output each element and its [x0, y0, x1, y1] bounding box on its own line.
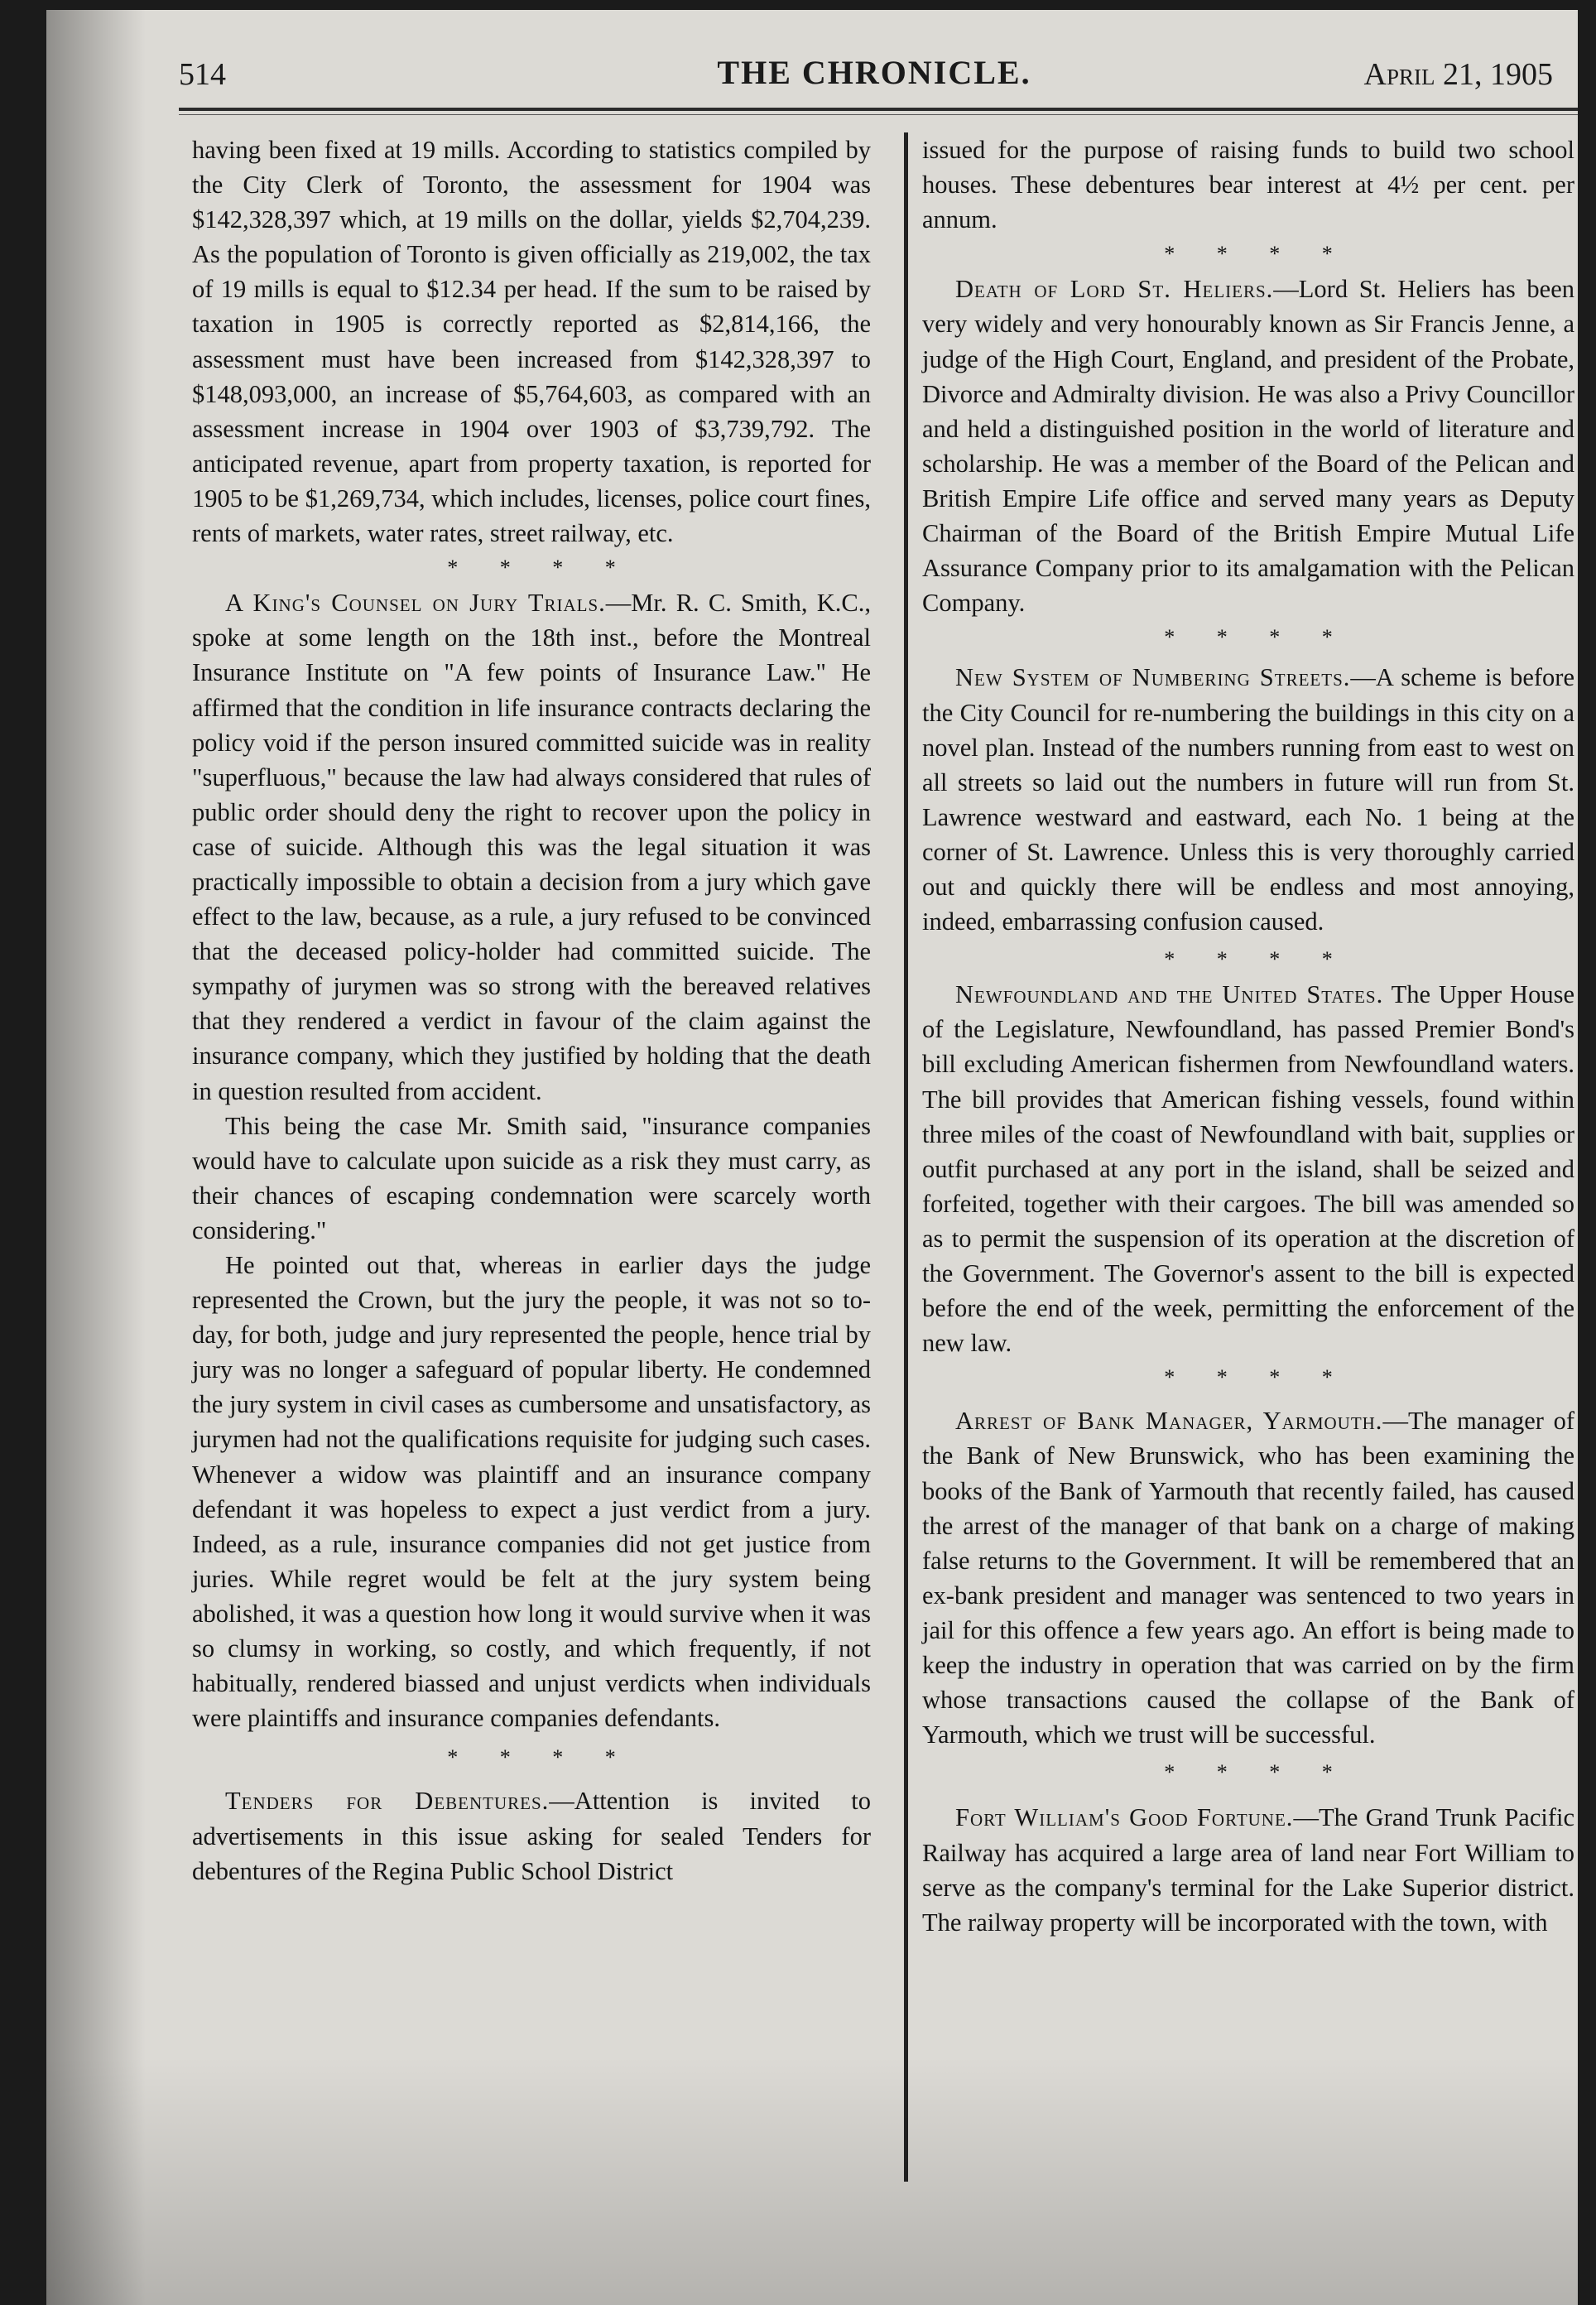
article-kings-counsel: [192, 585, 871, 1735]
article-body: [192, 1783, 871, 1888]
article-bank-arrest: [922, 1403, 1574, 1752]
article-heading: Death of Lord St. Heliers.: [955, 275, 1274, 304]
page-number: 514: [179, 57, 226, 92]
article-heading: Newfoundland and the United States.: [955, 980, 1384, 1009]
article-heading: Fort William's Good Fortune.: [955, 1803, 1294, 1832]
article-st-heliers: [922, 272, 1574, 620]
article-body: [192, 585, 871, 1108]
publication-title: THE CHRONICLE.: [717, 54, 1031, 91]
section-separator: * * * *: [1164, 242, 1351, 267]
article-body: [922, 1403, 1574, 1752]
left-column: [192, 132, 871, 1889]
section-separator: * * * *: [1164, 947, 1351, 972]
issue-date: April 21, 1905: [1363, 57, 1553, 92]
right-column: [922, 132, 1574, 1940]
article-text: The Upper House of the Legislature, Newfoundland, has passed Premier Bond's bill excluding American fishermen from Newfoundland waters. The bill provides that American fishing vessels, found within three miles of the coast of Newfoundland with bait, supplies or outfit purchased at any port in the island, shall be seized and forfeited, together with their cargoes. The bill was amended so as to permit the suspension of its operation at the discretion of the Government. The Governor's assent to the bill is expected before the end of the week, permitting the enforcement of the new law.: [922, 980, 1574, 1358]
article-body: [922, 272, 1574, 620]
article-text: —Mr. R. C. Smith, K.C., spoke at some length on the 18th inst., before the Montreal Insurance Institute on "A few points of Insurance Law." He affirmed that the condition in life insurance contracts declaring the policy void if the person insured committed suicide was in reality "superfluous," because the law had always considered that rules of public order should deny the right to recover upon the policy in case of suicide. Although this was the legal situation it was practically impossible to obtain a decision from a jury which gave effect to the law, because, as a rule, a jury refused to be convinced that the deceased policy-holder had committed suicide. The sympathy of jurymen was so strong with the bereaved relatives that they rendered a verdict in favour of the claim against the insurance company, which they justified by holding that the death in question resulted from accident.: [192, 589, 871, 1105]
header-rule: [179, 108, 1578, 111]
header-rule-thin: [179, 114, 1578, 115]
article-body: [922, 660, 1574, 939]
article-body: [922, 1800, 1574, 1939]
section-separator: * * * *: [447, 556, 634, 580]
article-text: —A scheme is before the City Council for re-numbering the buildings in this city on a novel plan. Instead of the numbers running from east to west on all streets so laid out the numbers in future will run from St. Lawrence westward and eastward, each No. 1 being at the corner of St. Lawrence. Unless this is very thoroughly carried out and quickly there will be endless and most annoying, indeed, embarrassing confusion caused.: [922, 663, 1575, 936]
section-separator: * * * *: [1164, 1365, 1351, 1390]
article-text: —The Grand Trunk Pacific Railway has acquired a large area of land near Fort William to serve as the company's terminal for the Lake Superior district. The railway property will be incorporated with the town, with: [922, 1803, 1574, 1937]
article-street-numbering: [922, 660, 1574, 939]
page-header: [179, 50, 1570, 108]
article-text: —Lord St. Heliers has been very widely and very honourably known as Sir Francis Jenne, a judge of the High Court, England, and president of the Probate, Divorce and Admiralty division. He was also a Privy Councillor and held a distinguished position in the world of literature and scholarship. He was a member of the Board of the Pelican and British Empire Life office and served many years as Deputy Chairman of the Board of the British Empire Mutual Life Assurance Company prior to its amalgamation with the Pelican Company.: [922, 275, 1574, 618]
article-paragraph: He pointed out that, whereas in earlier days the judge represented the Crown, but the jury the people, it was not so to-day, for both, judge and jury represented the people, hence trial by jury was no longer a safeguard of popular liberty. He condemned the jury system in civil cases as cumbersome and unsatisfactory, as jurymen had not the qualifications requisite for judging such cases. Whenever a widow was plaintiff and an insurance company defendant it was hopeless to expect a just verdict from a jury. Indeed, as a rule, insurance companies did not get justice from juries. While regret would be felt at the jury system being abolished, it was a question how long it would survive when it was so clumsy in working, so costly, and which frequently, if not habitually, rendered biassed and unjust verdicts when individuals were plaintiffs and insurance companies defendants.: [192, 1251, 871, 1733]
article-text: —Attention is invited to advertisements in this issue asking for sealed Tenders for debentures of the Regina Public School District: [192, 1787, 871, 1885]
article-newfoundland: [922, 977, 1574, 1360]
article-fort-william: [922, 1800, 1574, 1939]
article-heading: Arrest of Bank Manager, Yarmouth.: [955, 1407, 1383, 1436]
debentures-continuation: issued for the purpose of raising funds to build two school houses. These debentures bear interest at 4½ per cent. per annum.: [922, 136, 1574, 234]
article-heading: Tenders for Debentures.: [225, 1787, 550, 1816]
article-heading: New System of Numbering Streets.: [955, 663, 1351, 692]
article-tenders: [192, 1783, 871, 1888]
newspaper-page: [46, 10, 1578, 2305]
section-separator: * * * *: [447, 1745, 634, 1770]
column-divider: [904, 132, 908, 2182]
article-text: —The manager of the Bank of New Brunswick, who has been examining the books of the Bank of Yarmouth that recently failed, has caused the arrest of the manager of that bank on a charge of making false returns to the Government. It will be remembered that an ex-bank president and manager was sentenced to two years in jail for this offence a few years ago. An effort is being made to keep the industry in operation that was carried on by the firm whose transactions caused the collapse of the Bank of Yarmouth, which we trust will be successful.: [922, 1407, 1574, 1749]
article-heading: A King's Counsel on Jury Trials.: [225, 589, 606, 618]
article-body: [922, 977, 1574, 1360]
toronto-tax-paragraph: having been fixed at 19 mills. According to statistics compiled by the City Clerk of Toronto, the assessment for 1904 was $142,328,397 which, at 19 mills on the dollar, yields $2,704,239. As the population of Toronto is given officially as 219,002, the tax of 19 mills is equal to $12.34 per head. If the sum to be raised by taxation in 1905 is correctly reported as $2,814,166, the assessment must have been increased from $142,328,397 to $148,093,000, an increase of $5,764,603, as compared with an assessment increase in 1904 over 1903 of $3,739,792. The anticipated revenue, apart from property taxation, is reported for 1905 to be $1,269,734, which includes, licenses, police court fines, rents of markets, water rates, street railway, etc.: [192, 136, 871, 548]
section-separator: * * * *: [1164, 1760, 1351, 1785]
section-separator: * * * *: [1164, 625, 1351, 650]
article-paragraph: This being the case Mr. Smith said, "insurance companies would have to calculate upon suicide as a risk they must carry, as their chances of escaping condemnation were scarcely worth considering.": [192, 1111, 871, 1244]
